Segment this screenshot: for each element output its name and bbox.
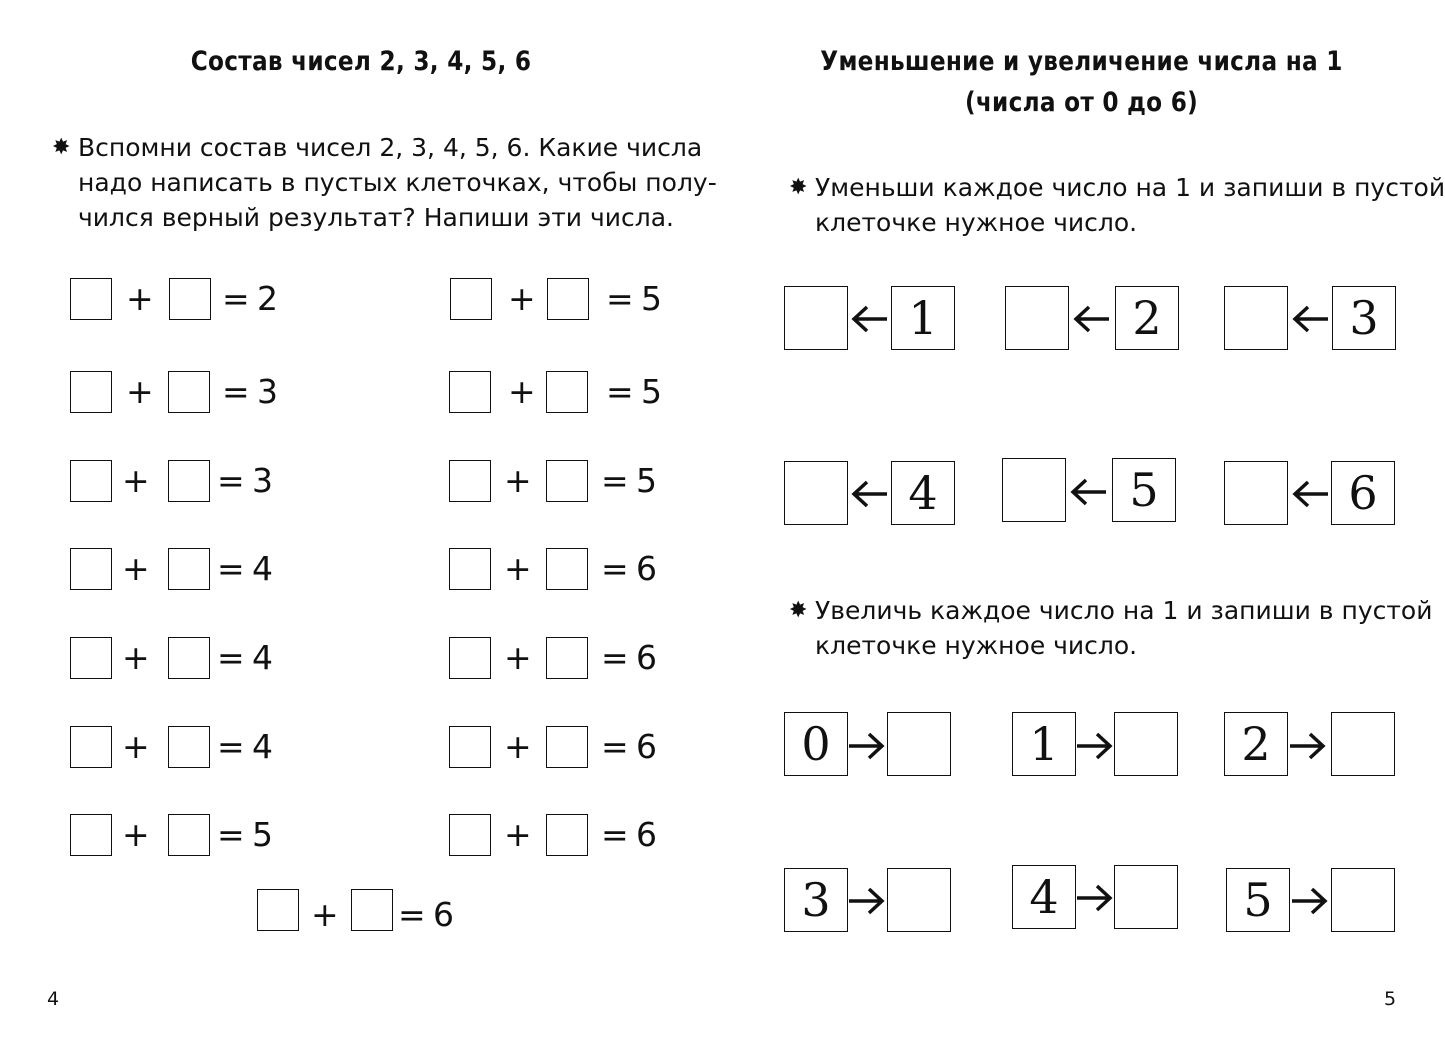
answer-box[interactable] — [1114, 712, 1178, 776]
arrow-right-icon — [1290, 886, 1330, 916]
plus-sign: + — [122, 815, 150, 854]
answer-box[interactable] — [168, 814, 210, 856]
equals-sign: = — [601, 727, 629, 766]
arrow-left-icon — [849, 479, 889, 509]
answer-box[interactable] — [546, 726, 588, 768]
answer-box[interactable] — [70, 814, 112, 856]
arrow-left-icon — [1290, 479, 1330, 509]
answer-box[interactable] — [546, 460, 588, 502]
equals-sign: = — [606, 372, 634, 411]
answer-box[interactable] — [1224, 286, 1288, 350]
asterisk-icon: ✸ — [789, 175, 808, 200]
answer-box[interactable] — [168, 637, 210, 679]
equals-sign: = — [601, 638, 629, 677]
instruction-line: Уменьши каждое число на 1 и запиши в пустой — [815, 173, 1445, 202]
sum-value: 6 — [636, 638, 657, 677]
arrow-left-icon — [1068, 477, 1108, 507]
answer-box[interactable] — [784, 286, 848, 350]
equals-sign: = — [606, 279, 634, 318]
sum-value: 5 — [641, 279, 662, 318]
answer-box[interactable] — [1331, 868, 1395, 932]
instruction-line: клеточке нужное число. — [815, 208, 1138, 237]
sum-value: 4 — [252, 727, 273, 766]
plus-sign: + — [504, 461, 532, 500]
page-number: 5 — [1384, 988, 1397, 1010]
answer-box[interactable] — [547, 278, 589, 320]
answer-box[interactable] — [1002, 458, 1066, 522]
equals-sign: = — [217, 549, 245, 588]
plus-sign: + — [122, 549, 150, 588]
right-page — [722, 0, 1445, 1051]
number-box: 1 — [1012, 712, 1076, 776]
answer-box[interactable] — [546, 814, 588, 856]
answer-box[interactable] — [1224, 461, 1288, 525]
equals-sign: = — [217, 815, 245, 854]
answer-box[interactable] — [887, 712, 951, 776]
answer-box[interactable] — [784, 461, 848, 525]
answer-box[interactable] — [70, 726, 112, 768]
arrow-right-icon — [1288, 731, 1328, 761]
answer-box[interactable] — [546, 548, 588, 590]
number-box: 1 — [891, 286, 955, 350]
plus-sign: + — [508, 279, 536, 318]
left-page — [0, 0, 722, 1051]
equals-sign: = — [601, 461, 629, 500]
plus-sign: + — [122, 727, 150, 766]
answer-box[interactable] — [257, 889, 299, 931]
number-box: 4 — [891, 461, 955, 525]
number-box: 3 — [784, 868, 848, 932]
number-box: 6 — [1331, 461, 1395, 525]
arrow-left-icon — [849, 304, 889, 334]
plus-sign: + — [504, 638, 532, 677]
plus-sign: + — [508, 372, 536, 411]
answer-box[interactable] — [449, 548, 491, 590]
answer-box[interactable] — [449, 814, 491, 856]
sum-value: 4 — [252, 638, 273, 677]
answer-box[interactable] — [546, 637, 588, 679]
equals-sign: = — [217, 638, 245, 677]
number-box: 5 — [1226, 868, 1290, 932]
sum-value: 6 — [433, 895, 454, 934]
answer-box[interactable] — [546, 371, 588, 413]
arrow-right-icon — [1075, 883, 1115, 913]
plus-sign: + — [504, 727, 532, 766]
answer-box[interactable] — [1114, 865, 1178, 929]
equals-sign: = — [222, 279, 250, 318]
arrow-left-icon — [1290, 304, 1330, 334]
sum-value: 5 — [641, 372, 662, 411]
sum-value: 6 — [636, 727, 657, 766]
asterisk-icon: ✸ — [789, 598, 808, 623]
sum-value: 2 — [257, 279, 278, 318]
answer-box[interactable] — [168, 548, 210, 590]
sum-value: 3 — [252, 461, 273, 500]
plus-sign: + — [504, 549, 532, 588]
answer-box[interactable] — [449, 460, 491, 502]
answer-box[interactable] — [1005, 286, 1069, 350]
sum-value: 4 — [252, 549, 273, 588]
arrow-left-icon — [1071, 304, 1111, 334]
equals-sign: = — [217, 461, 245, 500]
number-box: 2 — [1224, 712, 1288, 776]
right-page-subtitle: (числа от 0 до 6) — [964, 87, 1199, 118]
equals-sign: = — [398, 895, 426, 934]
sum-value: 6 — [636, 549, 657, 588]
number-box: 3 — [1332, 286, 1396, 350]
decrease-instruction — [789, 170, 1445, 240]
answer-box[interactable] — [449, 371, 491, 413]
answer-box[interactable] — [169, 278, 211, 320]
plus-sign: + — [126, 372, 154, 411]
answer-box[interactable] — [168, 726, 210, 768]
instruction-line: надо написать в пустых клеточках, чтобы полу- — [78, 168, 717, 197]
page-number: 4 — [47, 988, 60, 1010]
answer-box[interactable] — [70, 371, 112, 413]
instruction-line: Увеличь каждое число на 1 и запиши в пустой — [815, 596, 1433, 625]
sum-value: 6 — [636, 815, 657, 854]
asterisk-icon: ✸ — [52, 135, 71, 160]
sum-value: 3 — [257, 372, 278, 411]
answer-box[interactable] — [70, 548, 112, 590]
sum-value: 5 — [252, 815, 273, 854]
answer-box[interactable] — [449, 726, 491, 768]
instruction-line: Вспомни состав чисел 2, 3, 4, 5, 6. Какие числа — [78, 133, 703, 162]
answer-box[interactable] — [450, 278, 492, 320]
answer-box[interactable] — [1331, 712, 1395, 776]
left-instruction — [52, 130, 717, 235]
answer-box[interactable] — [70, 460, 112, 502]
number-box: 0 — [784, 712, 848, 776]
answer-box[interactable] — [168, 460, 210, 502]
instruction-line: чился верный результат? Напиши эти числа. — [78, 203, 674, 232]
answer-box[interactable] — [887, 868, 951, 932]
right-page-title: Уменьшение и увеличение числа на 1 — [820, 46, 1343, 77]
equals-sign: = — [217, 727, 245, 766]
increase-instruction — [789, 593, 1433, 663]
plus-sign: + — [126, 279, 154, 318]
arrow-right-icon — [1075, 731, 1115, 761]
plus-sign: + — [122, 461, 150, 500]
answer-box[interactable] — [351, 889, 393, 931]
arrow-right-icon — [847, 731, 887, 761]
plus-sign: + — [122, 638, 150, 677]
left-page-title: Состав чисел 2, 3, 4, 5, 6 — [190, 46, 532, 77]
answer-box[interactable] — [449, 637, 491, 679]
plus-sign: + — [311, 895, 339, 934]
answer-box[interactable] — [70, 278, 112, 320]
number-box: 4 — [1012, 865, 1076, 929]
instruction-line: клеточке нужное число. — [815, 631, 1138, 660]
sum-value: 5 — [636, 461, 657, 500]
answer-box[interactable] — [168, 371, 210, 413]
number-box: 5 — [1112, 458, 1176, 522]
plus-sign: + — [504, 815, 532, 854]
equals-sign: = — [601, 549, 629, 588]
answer-box[interactable] — [70, 637, 112, 679]
number-box: 2 — [1115, 286, 1179, 350]
equals-sign: = — [601, 815, 629, 854]
equals-sign: = — [222, 372, 250, 411]
arrow-right-icon — [847, 886, 887, 916]
